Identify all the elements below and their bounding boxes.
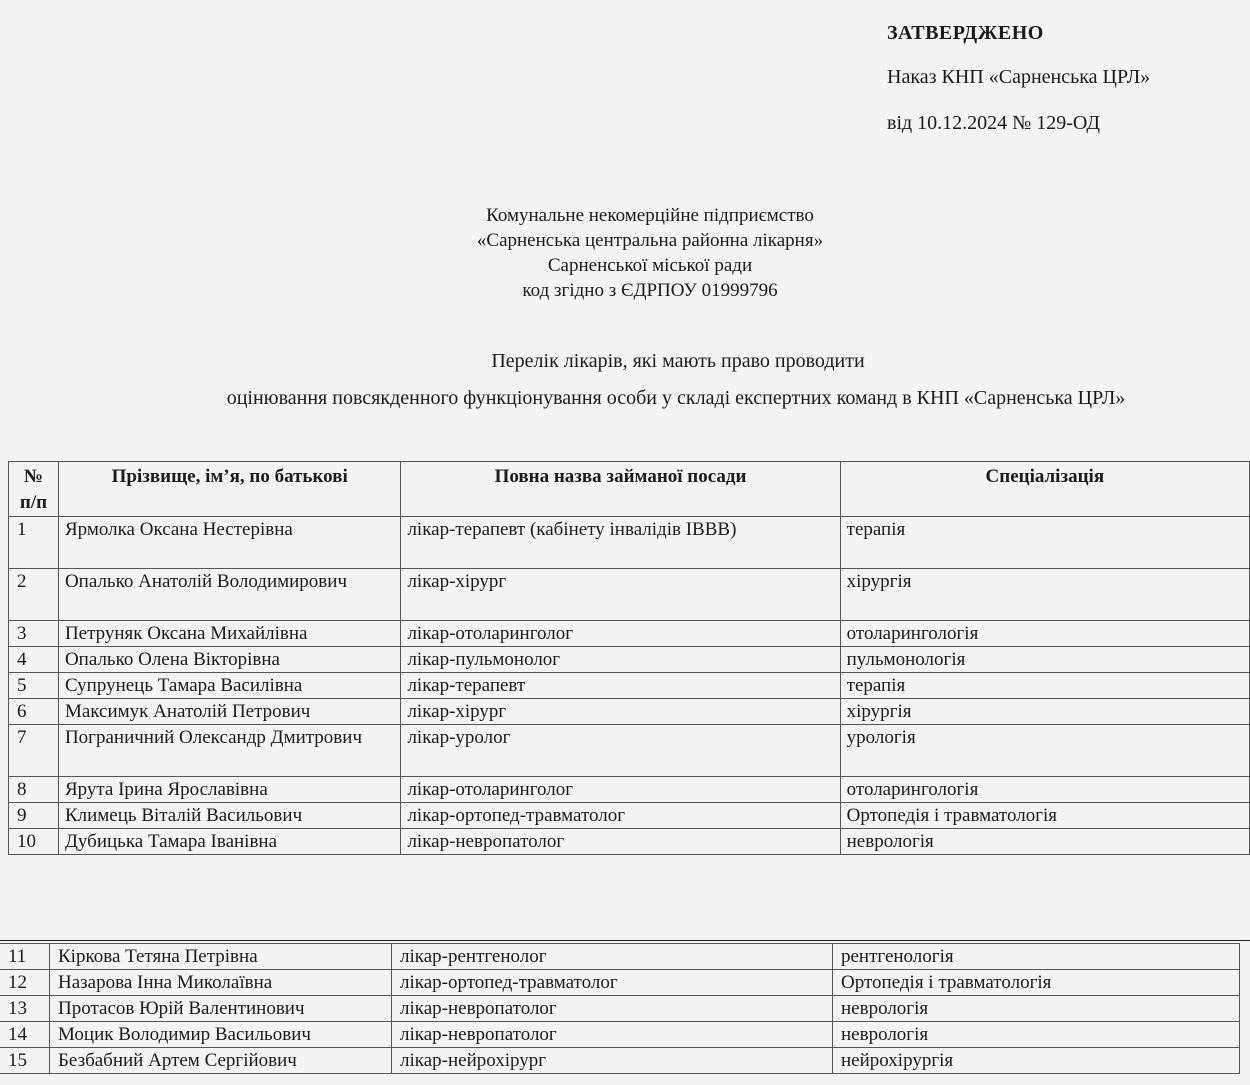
row-name: Кіркова Тетяна Петрівна xyxy=(50,944,392,970)
doctors-table-continued xyxy=(0,943,1240,1074)
table-row xyxy=(9,621,1250,647)
row-position: лікар-терапевт xyxy=(401,673,840,699)
header-name: Прізвище, ім’я, по батькові xyxy=(58,462,400,517)
row-position: лікар-хірург xyxy=(401,569,840,621)
table-row xyxy=(9,829,1250,855)
table-row xyxy=(0,970,1240,996)
row-spec: отоларингологія xyxy=(840,777,1249,803)
org-line-2: «Сарненська центральна районна лікарня» xyxy=(476,230,824,251)
row-position: лікар-отоларинголог xyxy=(401,621,840,647)
org-line-1: Комунальне некомерційне підприємство xyxy=(486,205,814,226)
row-spec: рентгенологія xyxy=(833,944,1240,970)
row-position: лікар-ортопед-травматолог xyxy=(401,803,840,829)
table-row xyxy=(9,647,1250,673)
table-row xyxy=(9,569,1250,621)
table-header-row xyxy=(9,462,1250,517)
row-name: Опалько Олена Вікторівна xyxy=(58,647,400,673)
row-position: лікар-уролог xyxy=(401,725,840,777)
row-spec: Ортопедія і травматологія xyxy=(833,970,1240,996)
row-name: Моцик Володимир Васильович xyxy=(50,1022,392,1048)
table-row xyxy=(9,673,1250,699)
row-spec: терапія xyxy=(840,673,1249,699)
row-position: лікар-отоларинголог xyxy=(401,777,840,803)
row-position: лікар-рентгенолог xyxy=(392,944,833,970)
row-num: 6 xyxy=(9,699,59,725)
organization-header xyxy=(0,203,1250,303)
row-spec: хірургія xyxy=(840,569,1249,621)
list-subtitle: оцінювання повсякденного функціонування особи у складі експертних команд в КНП «Сарненська ЦРЛ» xyxy=(226,387,1126,409)
table-row xyxy=(9,777,1250,803)
row-num: 5 xyxy=(9,673,59,699)
row-spec: хірургія xyxy=(840,699,1249,725)
row-num: 2 xyxy=(9,569,59,621)
row-name: Ярута Ірина Ярославівна xyxy=(58,777,400,803)
approval-title: ЗАТВЕРДЖЕНО xyxy=(887,22,1044,44)
row-spec: неврологія xyxy=(833,1022,1240,1048)
approval-stamp xyxy=(887,18,1150,138)
header-position: Повна назва займаної посади xyxy=(401,462,840,517)
row-spec: урологія xyxy=(840,725,1249,777)
table-row xyxy=(9,803,1250,829)
row-position: лікар-нейрохірург xyxy=(392,1048,833,1074)
row-position: лікар-пульмонолог xyxy=(401,647,840,673)
row-name: Безбабний Артем Сергійович xyxy=(50,1048,392,1074)
row-num: 4 xyxy=(9,647,59,673)
row-position: лікар-хірург xyxy=(401,699,840,725)
table-row xyxy=(9,517,1250,569)
row-name: Назарова Інна Миколаївна xyxy=(50,970,392,996)
table-row xyxy=(0,1048,1240,1074)
table-row xyxy=(9,699,1250,725)
row-name: Ярмолка Оксана Нестерівна xyxy=(58,517,400,569)
page-break-line xyxy=(0,940,1250,941)
row-name: Климець Віталій Васильович xyxy=(58,803,400,829)
row-position: лікар-невропатолог xyxy=(392,1022,833,1048)
row-spec: терапія xyxy=(840,517,1249,569)
row-spec: нейрохірургія xyxy=(833,1048,1240,1074)
row-position: лікар-терапевт (кабінету інвалідів ІВВВ) xyxy=(401,517,840,569)
row-num: 12 xyxy=(0,970,50,996)
row-num: 10 xyxy=(9,829,59,855)
row-num: 13 xyxy=(0,996,50,1022)
row-spec: Ортопедія і травматологія xyxy=(840,803,1249,829)
row-name: Петруняк Оксана Михайлівна xyxy=(58,621,400,647)
row-spec: пульмонологія xyxy=(840,647,1249,673)
row-name: Супрунець Тамара Василівна xyxy=(58,673,400,699)
row-num: 14 xyxy=(0,1022,50,1048)
row-num: 1 xyxy=(9,517,59,569)
row-spec: отоларингологія xyxy=(840,621,1249,647)
row-position: лікар-невропатолог xyxy=(401,829,840,855)
doctors-table xyxy=(8,461,1250,855)
row-spec: неврологія xyxy=(833,996,1240,1022)
row-spec: неврологія xyxy=(840,829,1249,855)
org-line-3: Сарненської міської ради xyxy=(547,255,753,276)
row-name: Опалько Анатолій Володимирович xyxy=(58,569,400,621)
row-num: 8 xyxy=(9,777,59,803)
header-specialization: Спеціалізація xyxy=(840,462,1249,517)
row-num: 7 xyxy=(9,725,59,777)
list-title: Перелік лікарів, які мають право проводити xyxy=(491,350,865,372)
header-num: № п/п xyxy=(9,462,59,517)
row-num: 9 xyxy=(9,803,59,829)
row-position: лікар-ортопед-травматолог xyxy=(392,970,833,996)
row-num: 15 xyxy=(0,1048,50,1074)
org-line-4: код згідно з ЄДРПОУ 01999796 xyxy=(522,280,778,301)
row-name: Пограничний Олександр Дмитрович xyxy=(58,725,400,777)
approval-order: Наказ КНП «Сарненська ЦРЛ» xyxy=(887,66,1151,88)
row-name: Максимук Анатолій Петрович xyxy=(58,699,400,725)
table-row xyxy=(0,996,1240,1022)
row-num: 3 xyxy=(9,621,59,647)
approval-date: від 10.12.2024 № 129-ОД xyxy=(887,112,1101,134)
table-row xyxy=(0,1022,1240,1048)
row-position: лікар-невропатолог xyxy=(392,996,833,1022)
table-row xyxy=(9,725,1250,777)
row-name: Дубицька Тамара Іванівна xyxy=(58,829,400,855)
row-name: Протасов Юрій Валентинович xyxy=(50,996,392,1022)
row-num: 11 xyxy=(0,944,50,970)
table-row xyxy=(0,944,1240,970)
